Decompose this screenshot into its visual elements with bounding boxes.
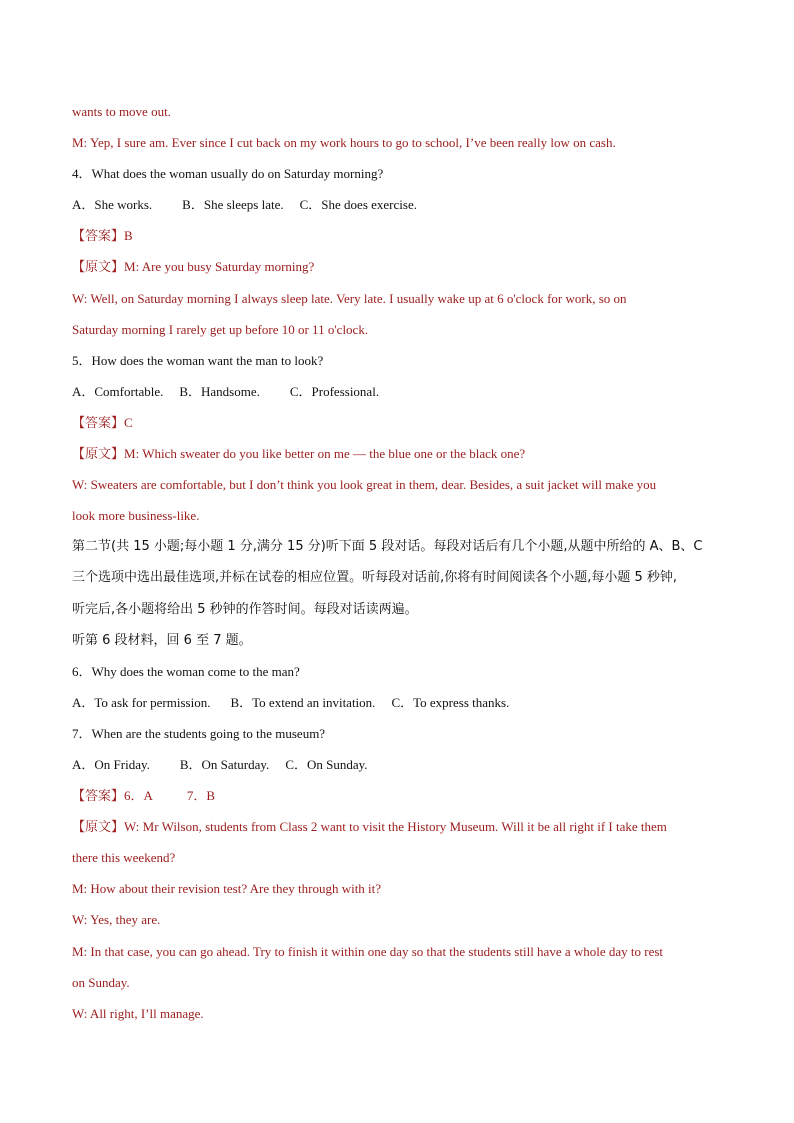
question-6-stem: 6．Why does the woman come to the man? <box>72 663 300 679</box>
source-tag: 【原文】 <box>72 260 125 276</box>
question-5-stem: 5．How does the woman want the man to look? <box>72 352 324 368</box>
answer-value: B <box>124 228 133 244</box>
answer-line <box>72 220 722 251</box>
section-instructions: 听完后,各小题将给出 5 秒钟的作答时间。每段对话读两遍。 <box>72 601 418 617</box>
document-page <box>72 96 722 1029</box>
option-a: A．To ask for permission. <box>72 694 211 710</box>
source-line <box>72 438 722 469</box>
question-5-options <box>72 376 722 407</box>
answer-tag: 【答案】 <box>72 229 125 245</box>
option-c: C．She does exercise. <box>299 197 417 213</box>
answer-value: C <box>124 414 133 430</box>
transcript-line: M: In that case, you can go ahead. Try to finish it within one day so that the students still have a whole day to rest <box>72 943 664 959</box>
answer-line <box>72 780 722 811</box>
source-text: M: Which sweater do you like better on me — the blue one or the black one? <box>124 446 526 462</box>
transcript-line: W: Well, on Saturday morning I always sleep late. Very late. I usually wake up at 6 o'clock for work, so on <box>72 290 627 306</box>
question-6-options <box>72 687 722 718</box>
option-a: A．Comfortable. <box>72 383 164 399</box>
section-instructions: 第二节(共 15 小题;每小题 1 分,满分 15 分)听下面 5 段对话。每段对话后有几个小题,从题中所给的 A、B、C <box>72 539 703 555</box>
answer-value: 6．A <box>124 788 153 804</box>
option-a: A．On Friday. <box>72 756 150 772</box>
question-7-options <box>72 749 722 780</box>
option-c: C．Professional. <box>289 383 380 399</box>
transcript-line: W: All right, I’ll manage. <box>72 1005 204 1021</box>
option-c: C．To express thanks. <box>391 694 510 710</box>
source-text: W: Mr Wilson, students from Class 2 want to visit the History Museum. Will it be all right if I take them <box>124 819 667 835</box>
question-4-stem: 4．What does the woman usually do on Saturday morning? <box>72 166 384 182</box>
option-b: B．To extend an invitation. <box>230 694 376 710</box>
transcript-line: look more business-like. <box>72 508 200 524</box>
transcript-line: wants to move out. <box>72 104 171 119</box>
transcript-line: on Sunday. <box>72 974 130 990</box>
option-b: B．Handsome. <box>179 383 260 399</box>
source-line <box>72 811 722 842</box>
answer-tag: 【答案】 <box>72 789 125 805</box>
option-a: A．She works. <box>72 197 153 213</box>
section-instructions: 三个选项中选出最佳选项,并标在试卷的相应位置。听每段对话前,你将有时间阅读各个小题,每小题 5 秒钟, <box>72 570 678 586</box>
source-tag: 【原文】 <box>72 447 125 463</box>
question-4-options <box>72 189 722 220</box>
transcript-line: Saturday morning I rarely get up before 10 or 11 o'clock. <box>72 321 369 337</box>
transcript-line: W: Yes, they are. <box>72 912 161 928</box>
transcript-line: there this weekend? <box>72 850 176 866</box>
answer-tag: 【答案】 <box>72 415 125 431</box>
answer-line <box>72 407 722 438</box>
transcript-line: M: Yep, I sure am. Ever since I cut back on my work hours to go to school, I’ve been really low on cash. <box>72 135 616 151</box>
option-b: B．On Saturday. <box>179 756 270 772</box>
question-7-stem: 7．When are the students going to the museum? <box>72 725 326 741</box>
source-tag: 【原文】 <box>72 820 125 836</box>
source-line <box>72 251 722 282</box>
option-c: C．On Sunday. <box>285 756 368 772</box>
transcript-line: M: How about their revision test? Are they through with it? <box>72 881 382 897</box>
option-b: B．She sleeps late. <box>182 197 284 213</box>
transcript-line: W: Sweaters are comfortable, but I don’t think you look great in them, dear. Besides, a suit jacket will make you <box>72 477 657 493</box>
section-instructions: 听第 6 段材料，回 6 至 7 题。 <box>72 632 252 648</box>
source-text: M: Are you busy Saturday morning? <box>124 259 315 275</box>
answer-value: 7．B <box>186 788 216 804</box>
